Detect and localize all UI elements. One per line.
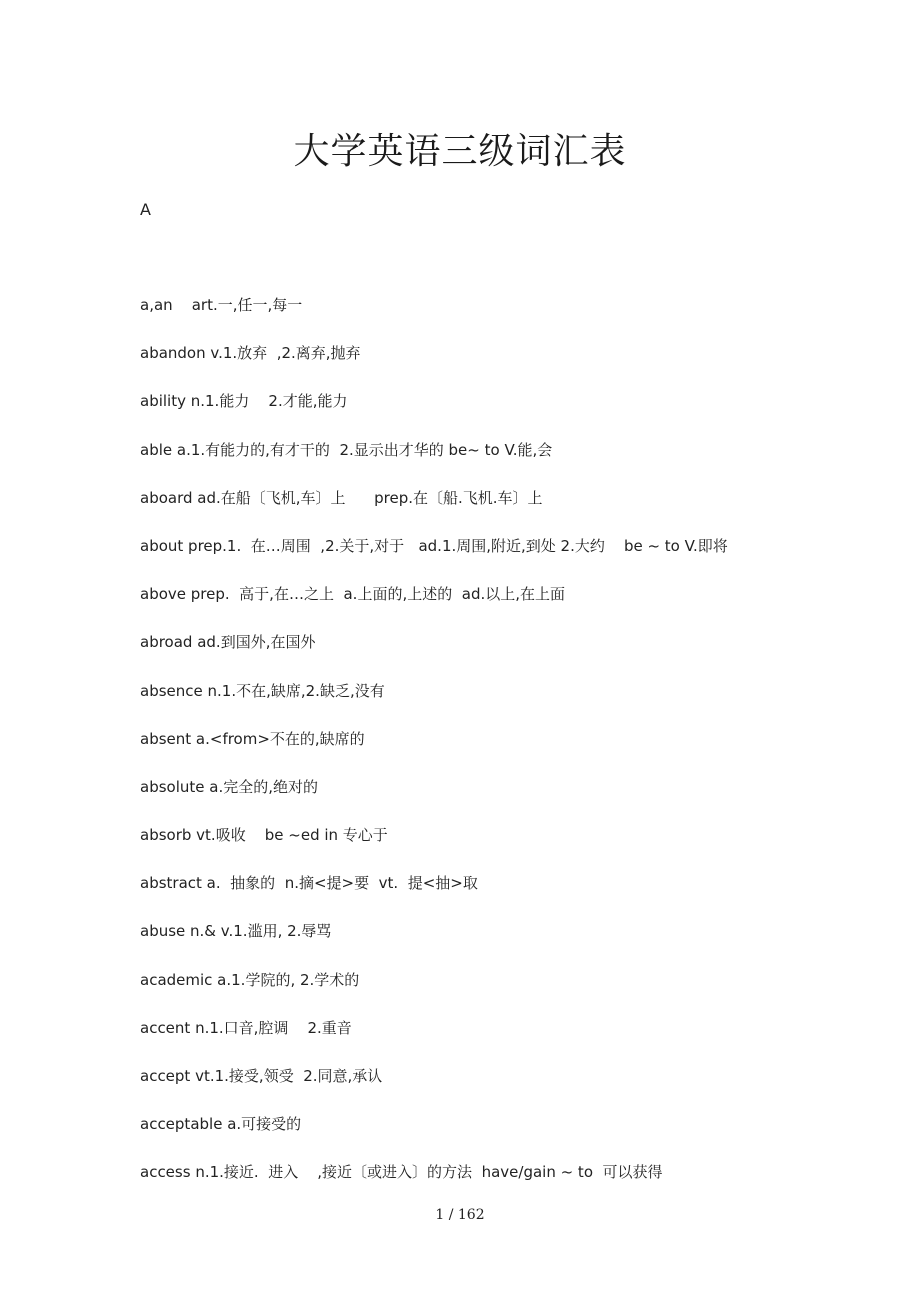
vocabulary-entry: abandon v.1.放弃 ,2.离弃,抛弃 [140, 344, 361, 363]
vocabulary-entry: accept vt.1.接受,领受 2.同意,承认 [140, 1067, 383, 1085]
vocabulary-entry: about prep.1. 在…周围 ,2.关于,对于 ad.1.周围,附近,到处 2.大约 be ~ to V.即将 [140, 536, 728, 555]
vocabulary-entry: absence n.1.不在,缺席,2.缺乏,没有 [140, 681, 385, 700]
vocabulary-entry: above prep. 高于,在…之上 a.上面的,上述的 ad.以上,在上面 [140, 585, 565, 604]
vocabulary-entry: access n.1.接近. 进入 ,接近〔或进入〕的方法 have/gain ~ to 可以获得 [140, 1163, 663, 1182]
vocabulary-entry: academic a.1.学院的, 2.学术的 [140, 970, 360, 989]
vocabulary-entry: ability n.1.能力 2.才能,能力 [140, 392, 348, 411]
vocabulary-entry: abuse n.& v.1.滥用, 2.辱骂 [140, 922, 332, 941]
vocabulary-entry: abstract a. 抽象的 n.摘<提>要 vt. 提<抽>取 [140, 874, 478, 893]
vocabulary-entry: accent n.1.口音,腔调 2.重音 [140, 1018, 352, 1037]
page-number: 1 / 162 [435, 1207, 485, 1223]
vocabulary-entry: aboard ad.在船〔飞机,车〕上 prep.在〔船.飞机.车〕上 [140, 488, 543, 507]
vocabulary-entry: absorb vt.吸收 be ~ed in 专心于 [140, 826, 388, 845]
section-letter: A [140, 200, 151, 219]
vocabulary-entry: absent a.<from>不在的,缺席的 [140, 729, 365, 748]
vocabulary-entry: absolute a.完全的,绝对的 [140, 777, 318, 796]
vocabulary-entry: a,an art.一,任一,每一 [140, 296, 303, 314]
vocabulary-list [140, 292, 860, 1208]
vocabulary-entry: acceptable a.可接受的 [140, 1115, 302, 1134]
vocabulary-entry: abroad ad.到国外,在国外 [140, 633, 316, 652]
vocabulary-entry: able a.1.有能力的,有才干的 2.显示出才华的 be~ to V.能,会 [140, 440, 553, 459]
document-title: 大学英语三级词汇表 [293, 131, 627, 172]
